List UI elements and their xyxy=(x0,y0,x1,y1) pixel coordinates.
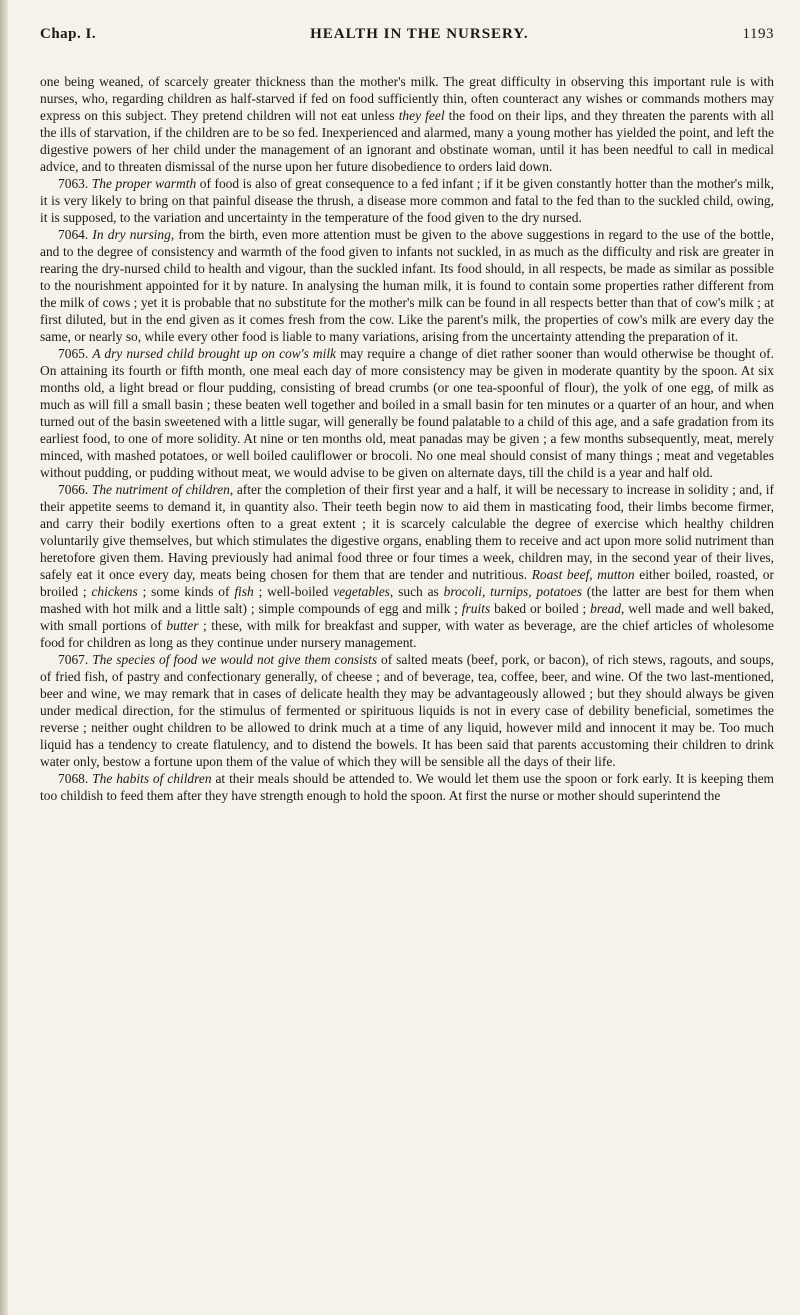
paragraph-7068 xyxy=(40,770,774,804)
italic-run: chickens xyxy=(91,584,138,599)
text-run: , such as xyxy=(389,584,444,599)
text-run: ; some kinds of xyxy=(137,584,235,599)
text-run: 7068. xyxy=(58,771,93,786)
body-text xyxy=(40,73,774,804)
text-run: , from the birth, even more attention must be given to the above suggestions in regard to the use of the bottle, and to the degree of consistency and warmth of the food given to infants not suckled, in as much as the difficulty and risk are greater in rearing the dry-nursed child to health and vigour, than the suckled infant. Its food should, in all respects, be made as similar as possible to the nourishment appointed for it by nature. In analysing the human milk, it is found to contain some properties rather different from the milk of cows ; yet it is probable that no substitute for the mother's milk can be found in all respects better than that of cow's milk ; at first diluted, but in the end given as it comes fresh from the cow. Like the parent's milk, the properties of cow's milk are every day the same, or nearly so, while every other food is liable to many variations, arising from the uncertainty attending the preparation of it. xyxy=(40,227,774,344)
text-run: (the latter are best for them when mashed with hot milk and a little salt) ; simple compounds of egg and milk ; xyxy=(40,584,774,616)
text-run: ; these, with milk for breakfast and supper, with water as beverage, are the chief articles of wholesome food for children as long as they continue under nursery management. xyxy=(40,618,774,650)
paragraph-7067 xyxy=(40,651,774,770)
italic-run: they feel xyxy=(398,108,445,123)
text-run: at their meals should be attended to. We would let them use the spoon or fork early. It is keeping them too childish to feed them after they have strength enough to hold the spoon. At first the nurse or mother should superintend the xyxy=(40,771,775,803)
italic-run: butter xyxy=(166,618,199,633)
text-run: the food on their lips, and they threaten the parents with all the ills of starvation, if the children are to be so fed. Inexperienced and alarmed, many a young mother has yielded the point, and left the digestive powers of her child under the management of an ignorant and obstinate woman, until it has been needful to call in medical advice, and to threaten dismissal of the nurse upon her future disobedience to orders laid down. xyxy=(40,108,775,174)
text-run: either boiled, roasted, or broiled ; xyxy=(40,567,774,599)
italic-run: The nutriment of children xyxy=(91,482,230,497)
text-run: 7066. xyxy=(58,482,92,497)
text-run: of food is also of great consequence to a fed infant ; if it be given constantly hotter than the mother's milk, it is very likely to bring on that painful disease the thrush, a disease more common and fatal to the fed than to the suckled child, owing, it is supposed, to the variation and uncertainty in the temperature of the food given to the dry nursed. xyxy=(40,176,775,225)
text-run: one being weaned, of scarcely greater thickness than the mother's milk. The great difficulty in observing this important rule is with nurses, who, regarding children as half-starved if fed on food sufficiently thin, often counteract any wishes or commands mothers may express on this subject. They pretend children will not eat unless xyxy=(40,74,774,123)
text-run: 7067. xyxy=(58,652,93,667)
paragraph-7066 xyxy=(40,481,774,651)
italic-run: vegetables xyxy=(333,584,390,599)
italic-run: The species of food we would not give them consists xyxy=(92,652,378,667)
page-number: 1193 xyxy=(742,26,774,42)
text-run: baked or boiled ; xyxy=(490,601,591,616)
italic-run: The habits of children xyxy=(92,771,212,786)
paragraph-7065 xyxy=(40,345,774,481)
chapter-label: Chap. I. xyxy=(40,26,97,42)
italic-run: A dry nursed child brought up on cow's milk xyxy=(92,346,337,361)
text-run: ; well-boiled xyxy=(253,584,334,599)
text-run: 7065. xyxy=(58,346,93,361)
text-run: 7063. xyxy=(58,176,92,191)
italic-run: The proper warmth xyxy=(91,176,197,191)
running-header xyxy=(40,0,774,40)
page-binding-shadow xyxy=(0,0,8,1315)
text-run: may require a change of diet rather sooner than would otherwise be thought of. On attaining its fourth or fifth month, one meal each day of more consistency may be given in moderate quantity by the spoon. At six months old, a light bread or flour pudding, consisting of bread crumbs (or one tea-spoonful of flour), the yolk of one egg, of milk as much as will fill a small basin ; these beaten well together and boiled in a small basin for ten minutes or a quarter of an hour, and when turned out of the basin sweetened with a little sugar, will generally be found palatable to a child of this age, and a safe gradation from its earliest food, to one of more solidity. At nine or ten months old, meat panadas may be given ; a few months subsequently, meat, merely minced, with mashed potatoes, or well boiled cauliflower or brocoli. No one meal should consist of many things ; meat and vegetables without pudding, or pudding without meat, we would advise to be given on alternate days, till the child is a year and half old. xyxy=(40,346,774,480)
italic-run: fruits xyxy=(461,601,491,616)
text-run: 7064. xyxy=(58,227,93,242)
paragraph-7062-continued xyxy=(40,73,774,175)
italic-run: Roast beef, mutton xyxy=(531,567,635,582)
running-title: HEALTH IN THE NURSERY. xyxy=(310,26,529,42)
italic-run: bread xyxy=(590,601,622,616)
paragraph-7064 xyxy=(40,226,774,345)
italic-run: fish xyxy=(234,584,254,599)
text-run: , after the completion of their first year and a half, it will be necessary to increase in solidity ; and, if their appetite seems to demand it, in quantity also. Their teeth begin now to aid them in masticating food, their limbs become firmer, and carry their bodily exertions often to a great extent ; it is scarcely calculable the degree of exercise which healthy children voluntarily give themselves, but which stimulates the digestive organs, enabling them to receive and act upon more solid nutriment than heretofore given them. Having previously had animal food three or four times a week, children may, in the second year of their lives, safely eat it once every day, meats being chosen for them that are tender and nutritious. xyxy=(40,482,775,582)
text-run: of salted meats (beef, pork, or bacon), of rich stews, ragouts, and soups, of fried fish, of pastry and confectionary generally, of cheese ; and of beverage, tea, coffee, beer, and wine. Of the two last-mentioned, beer and wine, we may remark that in cases of delicate health they may be advantageously allowed ; but they should always be given under medical direction, for the stimulus of fermented or spirituous liquids is not in every case of debility beneficial, sometimes the reverse ; neither ought children to be allowed to drink much at a time of any liquid, however mild and innocent it may be. Too much liquid has a tendency to create flatulency, and to distend the bowels. It has been said that parents accustoming their children to drink water only, bestow a fortune upon them of the value of which they will be sensible all the days of their life. xyxy=(40,652,774,769)
italic-run: brocoli, turnips, potatoes xyxy=(443,584,582,599)
paragraph-7063 xyxy=(40,175,774,226)
text-run: , well made and well baked, with small portions of xyxy=(40,601,774,633)
italic-run: In dry nursing xyxy=(92,227,171,242)
